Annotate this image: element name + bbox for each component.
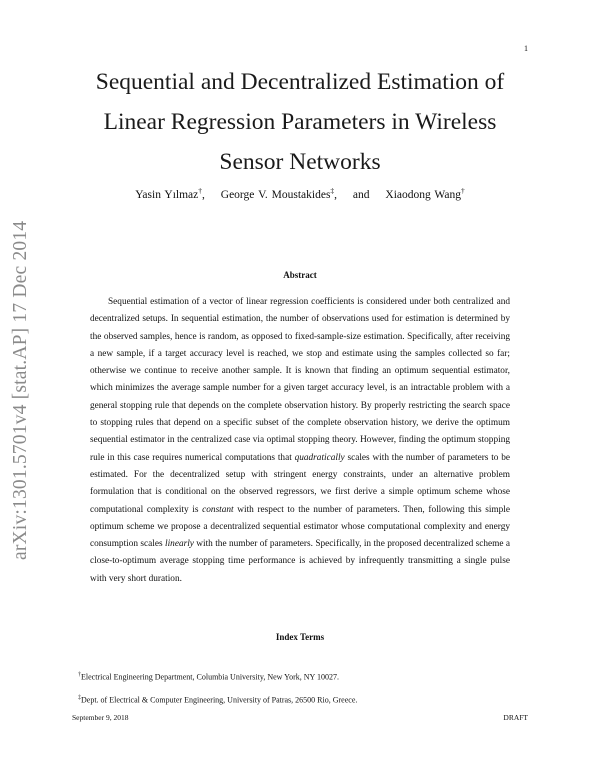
abstract-body	[90, 294, 510, 588]
footnotes	[78, 665, 518, 710]
footer-draft-label: DRAFT	[503, 713, 528, 722]
footer-date: September 9, 2018	[72, 713, 129, 722]
footnote-text-2: Dept. of Electrical & Computer Engineering, University of Patras, 26500 Rio, Greece.	[81, 695, 358, 705]
author-list	[72, 186, 528, 201]
abstract-emphasis-2: constant	[202, 504, 234, 515]
abstract-text-part-2: scales with the number of parameters to be estimated. For the decentralized setup with stringent energy constraints, under an alternative problem formulation that is conditional on the observed regressors, we first derive a simple optimum scheme whose computational complexity is	[90, 452, 510, 515]
footnote-mark-1: †	[78, 672, 81, 678]
arxiv-identifier: arXiv:1301.5701v4 [stat.AP] 17 Dec 2014	[10, 220, 31, 560]
abstract-text-part-4: with the number of parameters. Specifically, in the proposed decentralized scheme a close-to-optimum average stopping time performance is achieved by infrequently transmitting a single pulse with very short duration.	[90, 539, 510, 584]
author-name-2: George V. Moustakides	[220, 188, 331, 201]
footnote-2	[78, 688, 518, 711]
author-conjunction: and	[352, 188, 370, 201]
footnote-1	[78, 665, 518, 688]
author-separator-1: ,	[202, 188, 205, 201]
author-name-1: Yasin Yılmaz	[135, 188, 199, 201]
abstract-text-part-3: with respect to the number of parameters. Then, following this simple optimum scheme we propose a decentralized sequential estimator whose computational complexity and energy consumption scales	[90, 504, 511, 550]
abstract-emphasis-3: linearly	[165, 539, 194, 550]
author-affiliation-mark-1: †	[198, 186, 203, 195]
title-line-3: Sensor Networks	[219, 149, 381, 175]
footnote-text-1: Electrical Engineering Department, Columbia University, New York, NY 10027.	[81, 672, 340, 682]
abstract-emphasis-1: quadratically	[294, 452, 345, 463]
title-line-1: Sequential and Decentralized Estimation of	[95, 69, 505, 95]
paper-title	[72, 62, 528, 182]
arxiv-sidebar	[10, 190, 36, 560]
author-affiliation-mark-3: †	[460, 186, 465, 195]
footnote-mark-2: ‡	[78, 694, 81, 701]
author-affiliation-mark-2: ‡	[330, 186, 335, 195]
author-name-3: Xiaodong Wang	[385, 188, 461, 201]
page-number: 1	[524, 44, 528, 53]
index-terms-heading: Index Terms	[275, 632, 325, 642]
title-line-2: Linear Regression Parameters in Wireless	[103, 109, 497, 135]
abstract-heading: Abstract	[283, 270, 317, 280]
author-separator-2: ,	[334, 188, 338, 201]
abstract-text-part-1: Sequential estimation of a vector of linear regression coefficients is considered under both centralized and decentralized setups. In sequential estimation, the number of observations used for estimation is determined by the observed samples, hence is random, as opposed to fixed-sample-size estimation. Specifically, after receiving a new sample, if a target accuracy level is reached, we stop and estimate using the samples collected so far; otherwise we continue to receive another sample. It is known that finding an optimum sequential estimator, which minimizes the average sample number for a given target accuracy level, is an intractable problem with a general stopping rule that depends on the complete observation history. By properly restricting the search space to stopping rules that depend on a specific subset of the complete observation history, we derive the optimum sequential estimator in the centralized case via optimal stopping theory. However, finding the optimum stopping rule in this case requires numerical computations that	[90, 297, 510, 463]
